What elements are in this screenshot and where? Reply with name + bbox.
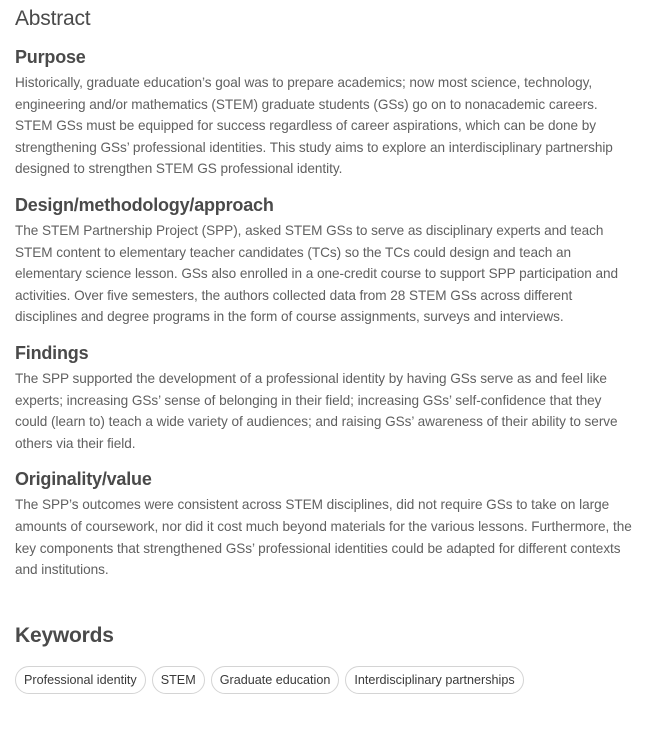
keyword-chip-professional-identity[interactable]: Professional identity [15,666,146,694]
abstract-section-design [15,194,635,328]
section-heading-purpose: Purpose [15,47,86,67]
section-heading-originality: Originality/value [15,469,152,490]
section-body-purpose: Historically, graduate education’s goal was to prepare academics; now most science, technology, engineering and/or mathematics (STEM) graduate students (GSs) go on to nonacademic careers. STEM GSs must be equipped for success regardless of career aspirations, which can be done by strengthening GSs’ professional identities. This study aims to explore an interdisciplinary partnership designed to strengthen STEM GS professional identity. [15,75,613,177]
section-body-design: The STEM Partnership Project (SPP), asked STEM GSs to serve as disciplinary experts and teach STEM content to elementary teacher candidates (TCs) so the TCs could design and teach an elementary science lesson. GSs also enrolled in a one-credit course to support SPP participation and activities. Over five semesters, the authors collected data from 28 STEM GSs across different disciplines and degree programs in the form of course assignments, surveys and interviews. [15,222,619,325]
section-heading-findings: Findings [15,342,89,363]
article-abstract-page [15,0,635,694]
keyword-chip-graduate-education[interactable]: Graduate education [211,666,340,694]
keywords-title: Keywords [15,623,114,647]
abstract-section-originality [15,468,635,580]
keyword-chip-interdisciplinary-partnerships[interactable]: Interdisciplinary partnerships [345,666,523,694]
abstract-section-findings [15,342,635,454]
abstract-section-purpose [15,46,635,180]
section-heading-design: Design/methodology/approach [15,194,274,215]
section-body-originality: The SPP’s outcomes were consistent across STEM disciplines, did not require GSs to take on large amounts of coursework, nor did it cost much beyond materials for the various lessons. Furthermore, the key components that strengthened GSs’ professional identities could be adapted for different contexts and institutions. [15,497,632,578]
section-body-findings: The SPP supported the development of a professional identity by having GSs serve as and feel like experts; increasing GSs’ sense of belonging in their field; increasing GSs’ self-confidence that they could (learn to) teach a wide variety of audiences; and raising GSs’ awareness of their ability to serve others via their field. [15,370,618,451]
keywords-list [15,666,635,694]
keyword-chip-stem[interactable]: STEM [152,666,205,694]
abstract-title: Abstract [15,7,91,30]
